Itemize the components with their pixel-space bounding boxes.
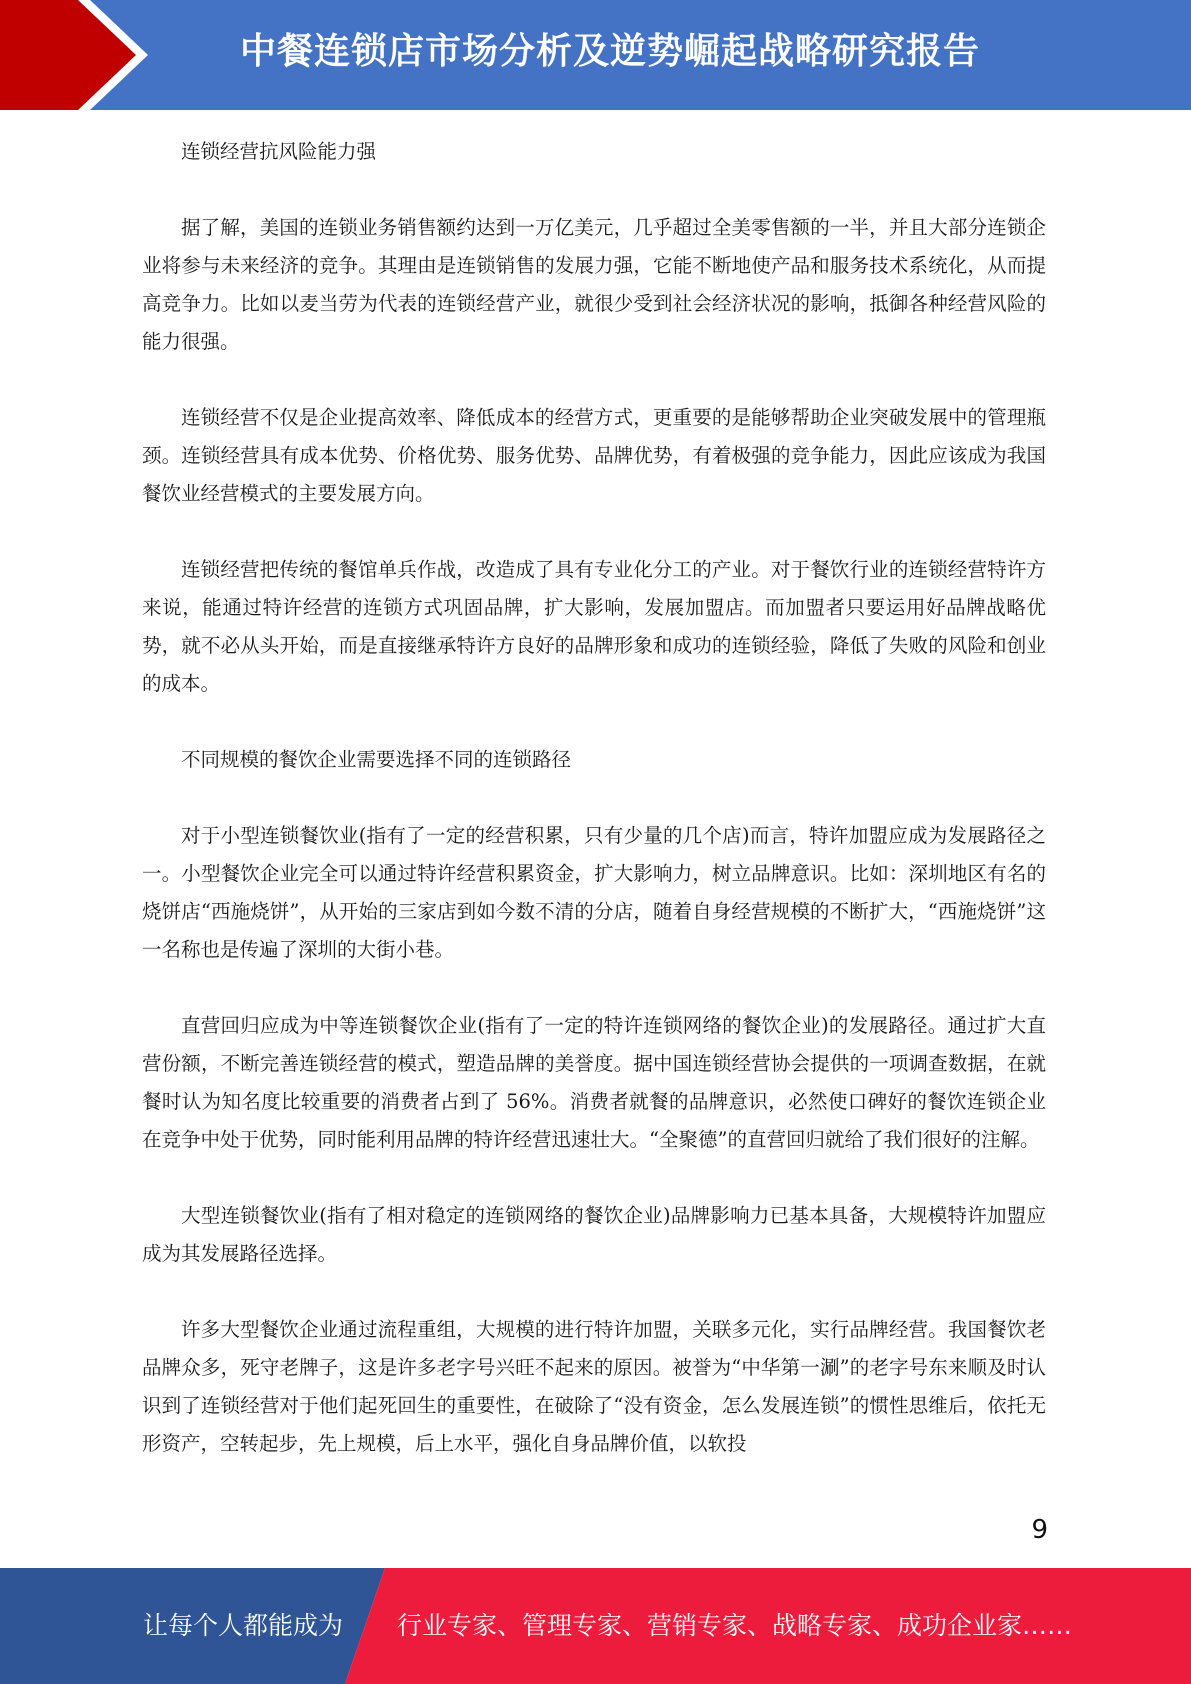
paragraph: 许多大型餐饮企业通过流程重组，大规模的进行特许加盟，关联多元化，实行品牌经营。我国餐饮老品牌众多，死守老牌子，这是许多老字号兴旺不起来的原因。被誉为“中华第一涮”的老字号东来顺及时认识到了连锁经营对于他们起死回生的重要性，在破除了“没有资金，怎么发展连锁”的惯性思维后，依托无形资产，空转起步，先上规模，后上水平，强化自身品牌价值，以软投 bbox=[142, 1318, 1046, 1455]
paragraph: 对于小型连锁餐饮业(指有了一定的经营积累，只有少量的几个店)而言，特许加盟应成为发展路径之一。小型餐饮企业完全可以通过特许经营积累资金，扩大影响力，树立品牌意识。比如：深圳地区有名的烧饼店“西施烧饼”，从开始的三家店到如今数不清的分店，随着自身经营规模的不断扩大，“西施烧饼”这一名称也是传遍了深圳的大街小巷。 bbox=[142, 824, 1046, 961]
report-title: 中餐连锁店市场分析及逆势崛起战略研究报告 bbox=[240, 31, 981, 72]
paragraph: 据了解，美国的连锁业务销售额约达到一万亿美元，几乎超过全美零售额的一半，并且大部分连锁企业将参与未来经济的竞争。其理由是连锁销售的发展力强，它能不断地使产品和服务技术系统化，从而提高竞争力。比如以麦当劳为代表的连锁经营产业，就很少受到社会经济状况的影响，抵御各种经营风险的能力很强。 bbox=[142, 216, 1046, 353]
paragraph: 直营回归应成为中等连锁餐饮企业(指有了一定的特许连锁网络的餐饮企业)的发展路径。通过扩大直营份额，不断完善连锁经营的模式，塑造品牌的美誉度。据中国连锁经营协会提供的一项调查数据，在就餐时认为知名度比较重要的消费者占到了 56%。消费者就餐的品牌意识，必然使口碑好的餐饮连锁企业在竞争中处于优势，同时能利用品牌的特许经营迅速壮大。“全聚德”的直营回归就给了我们很好的注解。 bbox=[142, 1014, 1046, 1151]
footer-slogan-right: 行业专家、管理专家、营销专家、战略专家、成功企业家…… bbox=[397, 1611, 1073, 1640]
paragraph: 连锁经营不仅是企业提高效率、降低成本的经营方式，更重要的是能够帮助企业突破发展中的管理瓶颈。连锁经营具有成本优势、价格优势、服务优势、品牌优势，有着极强的竞争能力，因此应该成为我国餐饮业经营模式的主要发展方向。 bbox=[142, 406, 1046, 505]
red-arrow-decoration bbox=[0, 0, 160, 110]
section-heading: 连锁经营抗风险能力强 bbox=[181, 140, 377, 163]
page-number: 9 bbox=[1031, 1515, 1048, 1545]
document-body bbox=[142, 133, 1046, 1463]
section-heading: 不同规模的餐饮企业需要选择不同的连锁路径 bbox=[181, 748, 572, 771]
paragraph: 大型连锁餐饮业(指有了相对稳定的连锁网络的餐饮企业)品牌影响力已基本具备，大规模特许加盟应成为其发展路径选择。 bbox=[142, 1204, 1046, 1265]
footer-slogan-left: 让每个人都能成为 bbox=[143, 1611, 344, 1640]
page-header bbox=[0, 0, 1191, 110]
paragraph: 连锁经营把传统的餐馆单兵作战，改造成了具有专业化分工的产业。对于餐饮行业的连锁经营特许方来说，能通过特许经营的连锁方式巩固品牌，扩大影响，发展加盟店。而加盟者只要运用好品牌战略优势，就不必从头开始，而是直接继承特许方良好的品牌形象和成功的连锁经验，降低了失败的风险和创业的成本。 bbox=[142, 558, 1046, 695]
page-footer bbox=[0, 1568, 1191, 1684]
